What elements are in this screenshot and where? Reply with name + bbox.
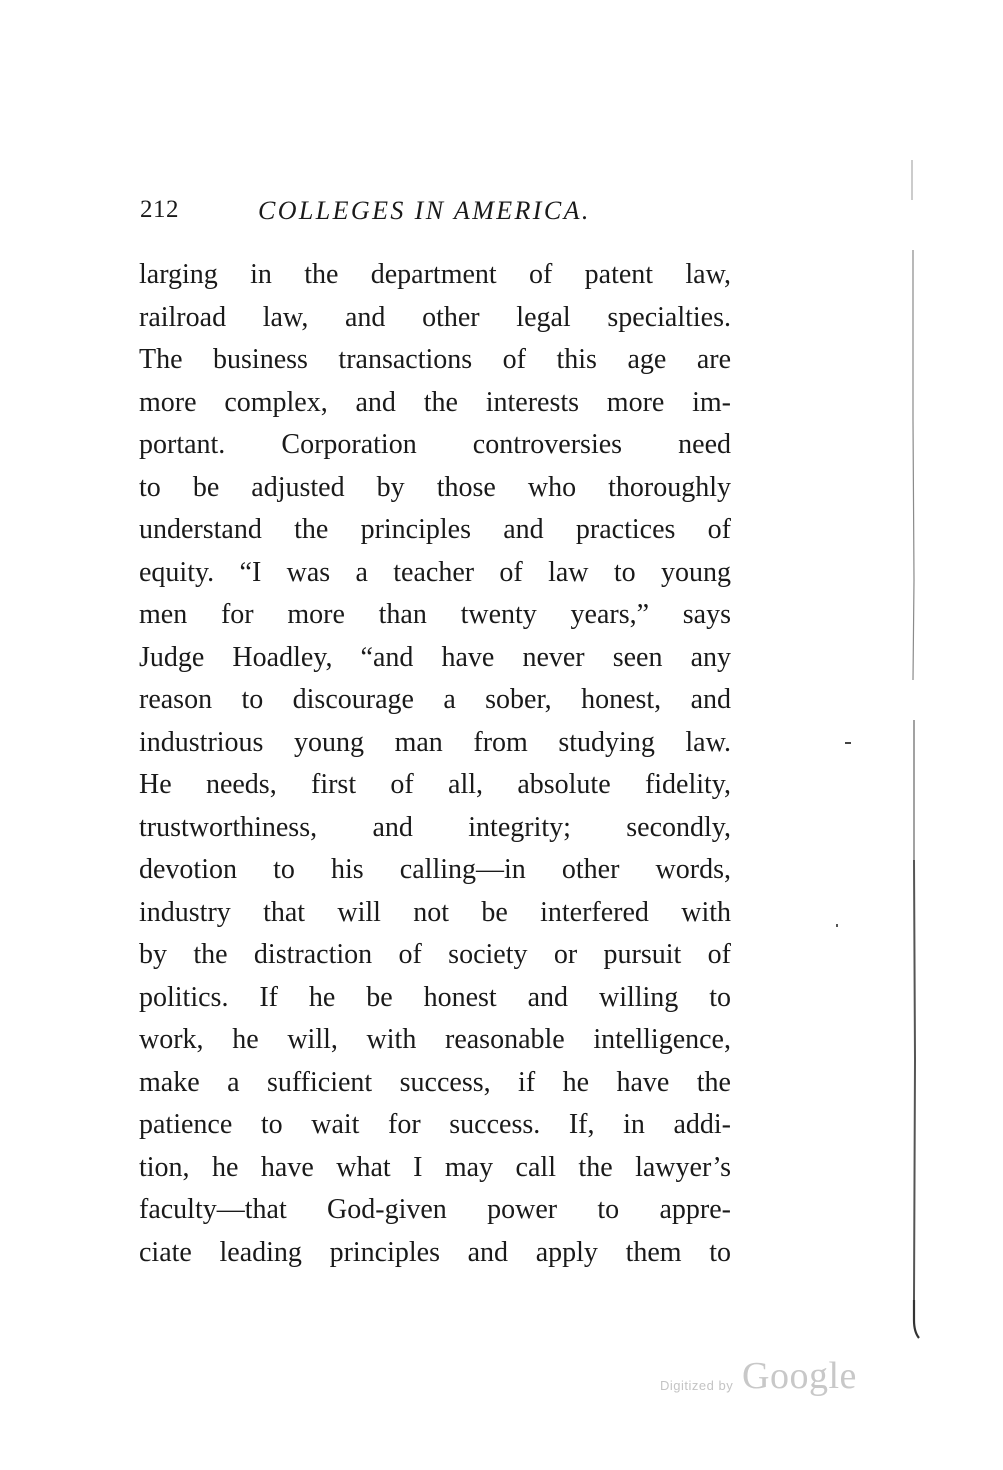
text-line: men for more than twenty years,” says bbox=[139, 599, 731, 630]
text-line: by the distraction of society or pursuit of bbox=[139, 939, 731, 970]
text-line: He needs, first of all, absolute fidelity, bbox=[139, 769, 731, 800]
text-line: Judge Hoadley, “and have never seen any bbox=[139, 641, 731, 673]
scan-edge-mark bbox=[908, 160, 920, 1340]
text-line: work, he will, with reasonable intelligence, bbox=[139, 1024, 731, 1055]
digitized-watermark bbox=[660, 1350, 870, 1410]
text-line: trustworthiness, and integrity; secondly, bbox=[139, 811, 731, 843]
text-line: devotion to his calling—in other words, bbox=[139, 854, 731, 885]
text-line: larging in the department of patent law, bbox=[139, 259, 731, 290]
watermark-prefix: Digitized by bbox=[660, 1378, 734, 1393]
text-line: portant. Corporation controversies need bbox=[139, 429, 731, 460]
stray-mark bbox=[836, 924, 838, 927]
stray-mark bbox=[845, 742, 851, 744]
page-number: 212 bbox=[140, 196, 179, 223]
text-line: tion, he have what I may call the lawyer’s bbox=[139, 1151, 731, 1183]
running-head bbox=[140, 196, 732, 236]
body-text bbox=[139, 254, 731, 1274]
running-title: COLLEGES IN AMERICA. bbox=[258, 196, 591, 225]
text-line: politics. If he be honest and willing to bbox=[139, 981, 731, 1013]
text-line: faculty—that God-given power to appre- bbox=[139, 1194, 731, 1225]
text-line: understand the principles and practices of bbox=[139, 514, 731, 545]
text-line: reason to discourage a sober, honest, and bbox=[139, 684, 731, 715]
text-line: industrious young man from studying law. bbox=[139, 726, 731, 758]
google-logo: Google bbox=[742, 1355, 857, 1397]
text-line: The business transactions of this age are bbox=[139, 344, 731, 375]
text-line: more complex, and the interests more im- bbox=[139, 386, 731, 418]
text-line: to be adjusted by those who thoroughly bbox=[139, 471, 731, 503]
text-line: ciate leading principles and apply them to bbox=[139, 1236, 731, 1268]
text-line: industry that will not be interfered with bbox=[139, 896, 731, 928]
text-line: make a sufficient success, if he have the bbox=[139, 1066, 731, 1098]
text-line: railroad law, and other legal specialties. bbox=[139, 301, 731, 333]
text-line: equity. “I was a teacher of law to young bbox=[139, 556, 731, 588]
text-line: patience to wait for success. If, in addi- bbox=[139, 1109, 731, 1140]
